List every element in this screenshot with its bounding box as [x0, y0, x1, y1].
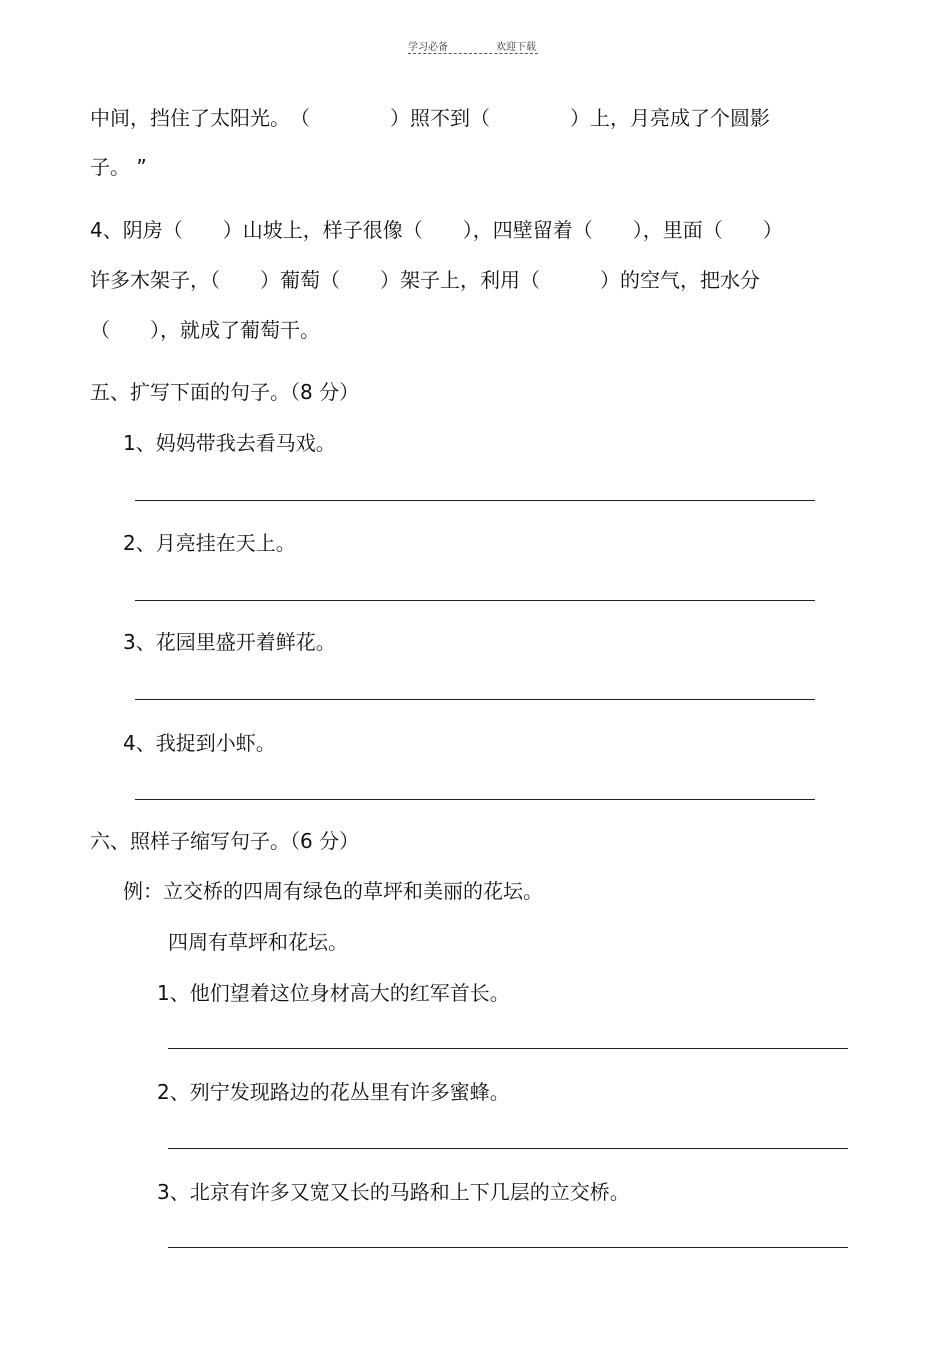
- header-right-text: 欢迎下载: [496, 42, 536, 53]
- q4-line3: （ ），就成了葡萄干。: [90, 318, 320, 342]
- q4-line1: 4、阴房（ ）山坡上，样子很像（ ），四壁留着（ ），里面（ ）: [90, 218, 783, 242]
- section6-answer-line-2[interactable]: [168, 1148, 848, 1149]
- section6-title: 六、照样子缩写句子。（6 分）: [90, 829, 360, 853]
- section5-item-4: 4、我捉到小虾。: [123, 731, 276, 755]
- section5-title: 五、扩写下面的句子。（8 分）: [90, 380, 360, 404]
- section6-answer-line-3[interactable]: [168, 1247, 848, 1248]
- page-header: [408, 38, 538, 58]
- section5-answer-line-3[interactable]: [135, 699, 815, 700]
- section6-item-1: 1、他们望着这位身材高大的红军首长。: [157, 981, 510, 1005]
- section5-item-3: 3、花园里盛开着鲜花。: [123, 630, 336, 654]
- section6-example-original: 例：立交桥的四周有绿色的草坪和美丽的花坛。: [123, 879, 543, 903]
- section5-item-2: 2、月亮挂在天上。: [123, 531, 296, 555]
- section6-item-3: 3、北京有许多又宽又长的马路和上下几层的立交桥。: [157, 1180, 630, 1204]
- header-left-text: 学习必备: [408, 42, 448, 53]
- header-dashed-rule: [408, 53, 538, 54]
- q3-continuation-line2: 子。 ”: [90, 155, 147, 179]
- q4-line2: 许多木架子，（ ）葡萄（ ）架子上，利用（ ）的空气，把水分: [90, 268, 760, 292]
- section5-answer-line-4[interactable]: [135, 799, 815, 800]
- section5-answer-line-2[interactable]: [135, 600, 815, 601]
- section6-item-2: 2、列宁发现路边的花丛里有许多蜜蜂。: [157, 1080, 510, 1104]
- section5-answer-line-1[interactable]: [135, 500, 815, 501]
- section5-item-1: 1、妈妈带我去看马戏。: [123, 431, 336, 455]
- section6-answer-line-1[interactable]: [168, 1048, 848, 1049]
- section6-example-result: 四周有草坪和花坛。: [168, 930, 348, 954]
- q3-continuation-line1: 中间，挡住了太阳光。 （ ）照不到（ ）上，月亮成了个圆影: [90, 106, 770, 130]
